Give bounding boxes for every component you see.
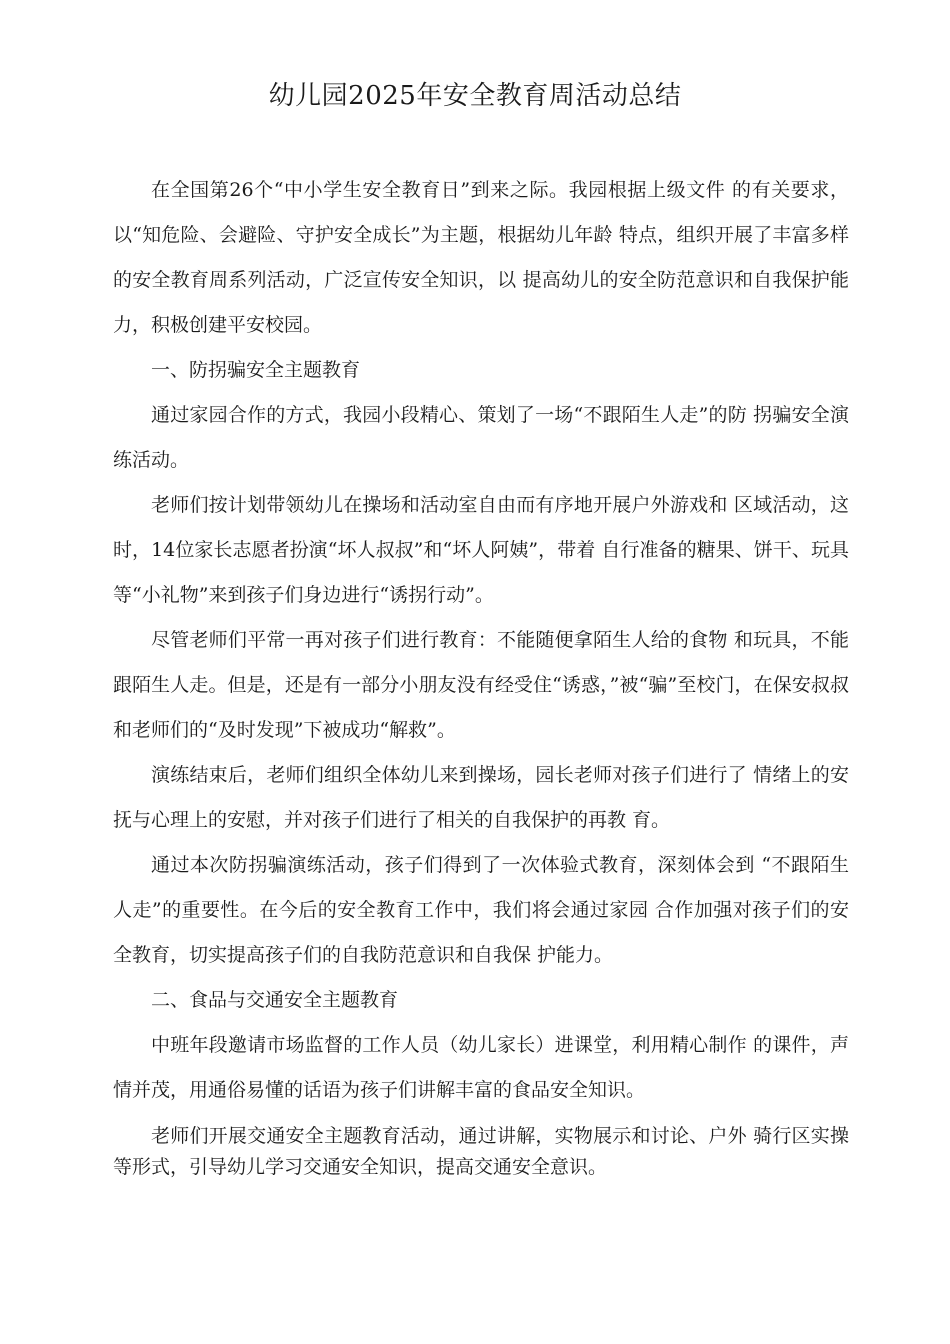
- section-heading-1: 一、防拐骗安全主题教育: [151, 359, 361, 381]
- paragraph-drill-result: 尽管老师们平常一再对孩子们进行教育：不能随便拿陌生人给的食物 和玩具，不能跟陌生人走。但是，还是有一部分小朋友没有经受住“诱惑，”被“骗”至校门，在保安叔叔和老师们的“及时发现”下被成功“解救”。: [113, 629, 849, 741]
- paragraph-traffic-safety: 老师们开展交通安全主题教育活动，通过讲解，实物展示和讨论、户外 骑行区实操等形式，引导幼儿学习交通安全知识，提高交通安全意识。: [113, 1125, 849, 1178]
- section-heading-2: 二、食品与交通安全主题教育: [151, 989, 399, 1011]
- paragraph-food-safety: 中班年段邀请市场监督的工作人员（幼儿家长）进课堂，利用精心制作 的课件，声情并茂，用通俗易懂的话语为孩子们讲解丰富的食品安全知识。: [113, 1034, 849, 1101]
- paragraph-drill-summary: 通过本次防拐骗演练活动，孩子们得到了一次体验式教育，深刻体会到 “不跟陌生人走”的重要性。在今后的安全教育工作中，我们将会通过家园 合作加强对孩子们的安全教育，切实提高孩子们的自我防范意识和自我保 护能力。: [113, 854, 849, 966]
- document-body: [113, 168, 849, 1183]
- paragraph-drill-process: 老师们按计划带领幼儿在操场和活动室自由而有序地开展户外游戏和 区域活动，这时，14位家长志愿者扮演“坏人叔叔”和“坏人阿姨”，带着 自行准备的糖果、饼干、玩具等“小礼物”来到孩子们身边进行“诱拐行动”。: [113, 494, 849, 606]
- document-title: 幼儿园2025年安全教育周活动总结: [268, 81, 682, 111]
- paragraph-drill-after: 演练结束后，老师们组织全体幼儿来到操场，园长老师对孩子们进行了 情绪上的安抚与心理上的安慰，并对孩子们进行了相关的自我保护的再教 育。: [113, 764, 849, 831]
- paragraph-drill-plan: 通过家园合作的方式，我园小段精心、策划了一场“不跟陌生人走”的防 拐骗安全演练活动。: [113, 404, 849, 471]
- paragraph-intro: 在全国第26个“中小学生安全教育日”到来之际。我园根据上级文件 的有关要求，以“知危险、会避险、守护安全成长”为主题，根据幼儿年龄 特点，组织开展了丰富多样的安全教育周系列活动，广泛宣传安全知识，以 提高幼儿的安全防范意识和自我保护能力，积极创建平安校园。: [113, 179, 849, 336]
